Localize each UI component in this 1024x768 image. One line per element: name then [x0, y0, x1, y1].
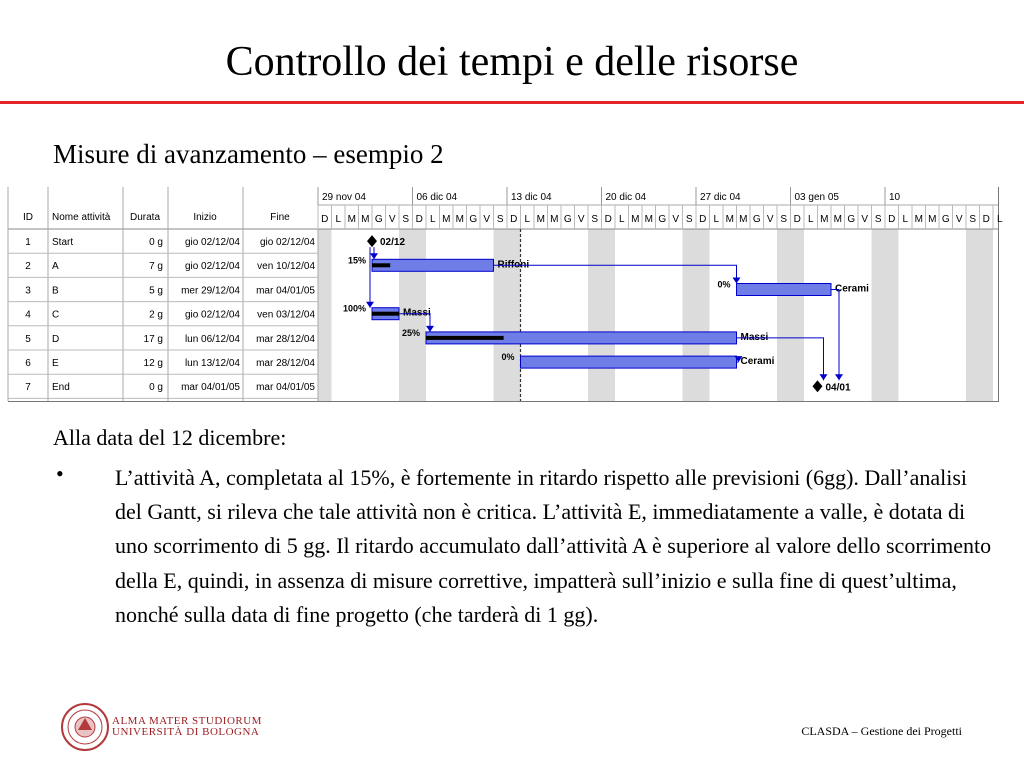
task-duration: 5 g: [149, 285, 163, 297]
day-label: M: [928, 214, 937, 225]
task-id: 1: [25, 237, 31, 248]
task-finish: ven 03/12/04: [257, 309, 315, 321]
task-start: lun 13/12/04: [184, 358, 240, 369]
slide-title: Controllo dei tempi e delle risorse: [225, 39, 799, 85]
arrow-head-icon: [366, 302, 374, 308]
task-id: 2: [25, 261, 31, 273]
task-finish: mar 28/12/04: [256, 333, 315, 345]
weekend-column: [777, 229, 791, 401]
day-label: D: [510, 214, 518, 225]
day-label: M: [739, 214, 748, 225]
task-finish: mar 28/12/04: [256, 358, 315, 369]
header-duration: Durata: [129, 212, 161, 223]
day-label: S: [780, 214, 788, 225]
task-start: gio 02/12/04: [184, 261, 240, 273]
milestone-label: 04/01: [825, 382, 851, 394]
task-duration: 0 g: [149, 382, 163, 394]
gantt-chart: [8, 187, 1003, 402]
day-label: M: [536, 214, 545, 225]
gantt-svg: [8, 187, 1003, 401]
arrow-head-icon: [426, 326, 434, 332]
end-milestone-icon: [813, 380, 823, 392]
start-milestone-icon: [367, 235, 377, 247]
day-label: M: [442, 214, 451, 225]
resource-label: Riffoni: [497, 259, 530, 271]
bullet-marker: •: [56, 461, 64, 486]
arrow-head-icon: [370, 253, 378, 259]
percent-label: 25%: [401, 327, 420, 338]
task-start: lun 06/12/04: [184, 333, 240, 345]
week-label: 20 dic 04: [605, 192, 647, 203]
day-label: D: [321, 214, 329, 225]
task-finish: ven 10/12/04: [257, 261, 315, 273]
resource-label: Massi: [740, 331, 769, 343]
slide-subtitle: Misure di avanzamento – esempio 2: [53, 139, 444, 169]
weekend-column: [602, 229, 616, 401]
task-start: gio 02/12/04: [184, 237, 240, 248]
arrow-head-icon: [820, 374, 828, 380]
weekend-column: [966, 229, 980, 401]
week-label: 27 dic 04: [700, 192, 741, 203]
task-name: B: [52, 285, 59, 297]
title-divider: [0, 101, 1024, 104]
day-label: S: [402, 214, 410, 225]
day-label: D: [699, 214, 707, 225]
weekend-column: [885, 229, 899, 401]
task-duration: 0 g: [149, 237, 163, 248]
day-label: L: [996, 214, 1003, 225]
day-label: G: [847, 214, 856, 225]
day-label: S: [874, 214, 882, 225]
day-label: V: [577, 214, 585, 225]
task-finish: mar 04/01/05: [256, 382, 315, 394]
day-label: M: [820, 214, 829, 225]
milestone-label: 02/12: [380, 237, 406, 249]
day-label: G: [752, 214, 761, 225]
day-label: V: [483, 214, 491, 225]
arrow-head-icon: [733, 278, 741, 284]
week-label: 29 nov 04: [322, 192, 366, 203]
day-label: V: [861, 214, 869, 225]
day-label: V: [766, 214, 774, 225]
percent-label: 15%: [347, 255, 366, 266]
task-name: D: [52, 333, 60, 345]
weekend-column: [318, 229, 332, 401]
day-label: L: [524, 214, 531, 225]
weekend-column: [980, 229, 994, 401]
day-label: G: [469, 214, 478, 225]
day-label: M: [644, 214, 653, 225]
weekend-column: [791, 229, 805, 401]
task-name: Start: [52, 237, 74, 248]
weekend-column: [683, 229, 697, 401]
university-logo: [60, 702, 300, 754]
task-name: End: [52, 382, 70, 394]
day-label: G: [374, 214, 383, 225]
header-name: Nome attività: [52, 212, 111, 223]
week-label: 06 dic 04: [416, 192, 458, 203]
day-label: V: [955, 214, 963, 225]
header-id: ID: [23, 212, 33, 223]
task-id: 5: [25, 333, 31, 345]
task-finish: gio 02/12/04: [259, 237, 315, 248]
link-b-end: [831, 290, 839, 381]
day-label: L: [429, 214, 436, 225]
day-label: L: [713, 214, 720, 225]
task-duration: 17 g: [143, 333, 163, 345]
task-bar: [521, 356, 737, 368]
day-label: M: [631, 214, 640, 225]
task-duration: 12 g: [143, 358, 163, 369]
task-id: 6: [25, 358, 31, 369]
day-label: M: [455, 214, 464, 225]
task-id: 3: [25, 285, 31, 297]
weekend-column: [588, 229, 602, 401]
task-finish: mar 04/01/05: [256, 285, 315, 297]
day-label: D: [604, 214, 612, 225]
resource-label: Cerami: [740, 356, 775, 368]
progress-bar: [426, 336, 504, 340]
percent-label: 100%: [342, 303, 366, 314]
day-label: S: [591, 214, 599, 225]
week-label: 03 gen 05: [794, 192, 839, 203]
weekend-column: [507, 229, 521, 401]
task-duration: 2 g: [149, 309, 163, 321]
header-start: Inizio: [193, 212, 217, 223]
task-id: 4: [25, 309, 31, 321]
day-label: M: [725, 214, 734, 225]
day-label: S: [685, 214, 693, 225]
day-label: S: [969, 214, 977, 225]
day-label: L: [335, 214, 342, 225]
day-label: M: [550, 214, 559, 225]
percent-label: 0%: [501, 352, 515, 363]
day-label: V: [388, 214, 396, 225]
task-bar: [737, 284, 832, 296]
percent-label: 0%: [717, 279, 731, 290]
day-label: M: [347, 214, 356, 225]
day-label: V: [672, 214, 680, 225]
week-label: 10: [889, 192, 901, 203]
day-label: M: [914, 214, 923, 225]
day-label: D: [415, 214, 423, 225]
header-finish: Fine: [270, 212, 290, 223]
status-date-intro: Alla data del 12 dicembre:: [53, 425, 287, 450]
day-label: L: [902, 214, 909, 225]
task-start: mer 29/12/04: [181, 285, 240, 297]
day-label: M: [361, 214, 370, 225]
week-label: 13 dic 04: [511, 192, 552, 203]
progress-bar: [372, 263, 390, 267]
arrow-head-icon: [835, 374, 843, 380]
resource-label: Massi: [403, 307, 431, 319]
day-label: G: [941, 214, 950, 225]
day-label: L: [807, 214, 814, 225]
day-label: G: [563, 214, 572, 225]
task-duration: 7 g: [149, 261, 163, 273]
day-label: D: [888, 214, 896, 225]
task-name: C: [52, 309, 60, 321]
day-label: G: [658, 214, 667, 225]
day-label: L: [618, 214, 625, 225]
university-line-1: ALMA MATER STUDIORUM: [112, 715, 262, 727]
task-start: mar 04/01/05: [181, 382, 240, 394]
progress-bar: [372, 312, 399, 316]
day-label: M: [833, 214, 842, 225]
day-label: D: [982, 214, 990, 225]
course-footer: CLASDA – Gestione dei Progetti: [801, 724, 962, 738]
day-label: D: [793, 214, 801, 225]
task-name: A: [52, 261, 59, 273]
university-seal-icon: [60, 702, 110, 752]
weekend-column: [872, 229, 886, 401]
weekend-column: [696, 229, 710, 401]
task-name: E: [52, 358, 59, 369]
weekend-column: [494, 229, 508, 401]
resource-label: Cerami: [835, 283, 869, 295]
day-label: S: [496, 214, 504, 225]
task-id: 7: [25, 382, 31, 394]
analysis-paragraph: L’attività A, completata al 15%, è fortemente in ritardo rispetto alle previsioni (6gg). Dall’analisi del Gantt, si rileva che tale attività non è critica. L’attività E, immediatamente a valle, è dotata di uno scorrimento di 5 gg. Il ritardo accumulato dall’attività A è superiore al valore dello scorrimento della E, quindi, in assenza di misure correttive, impatterà sull’inizio e sulla fine di quest’ultima, nonché sulla data di fine progetto (che tarderà di 1 gg).: [115, 465, 992, 627]
university-line-2: UNIVERSITÀ DI BOLOGNA: [112, 726, 260, 738]
task-start: gio 02/12/04: [184, 309, 240, 321]
